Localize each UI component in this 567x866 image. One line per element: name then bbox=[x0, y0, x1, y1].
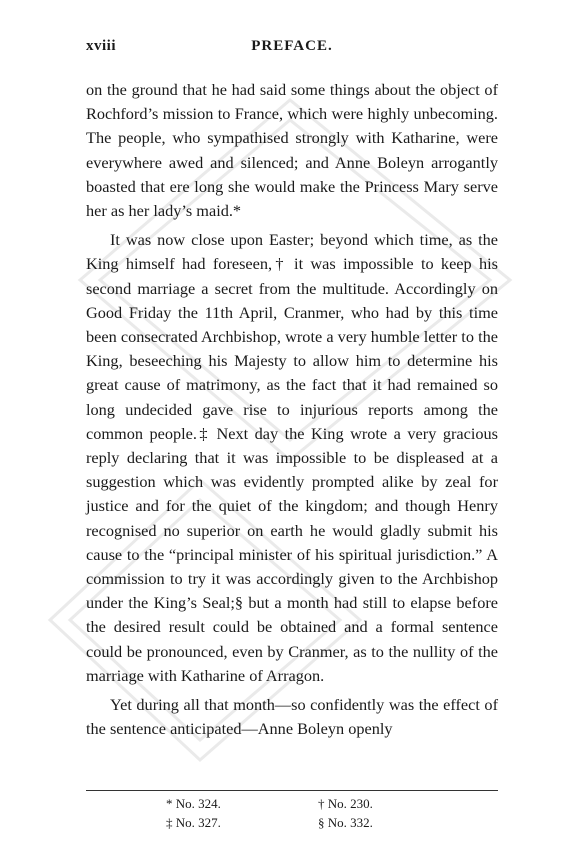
body-text bbox=[86, 78, 498, 741]
footnote-divider bbox=[86, 790, 498, 791]
footnote: † No. 230. bbox=[318, 796, 373, 811]
footnote: § No. 332. bbox=[318, 815, 373, 830]
footnote-row bbox=[86, 813, 498, 832]
footnotes bbox=[86, 794, 498, 832]
paragraph: Yet during all that month—so confidently was the effect of the sentence anticipated—Anne Boleyn openly bbox=[86, 695, 498, 739]
running-title: PREFACE. bbox=[251, 38, 333, 54]
paragraph: on the ground that he had said some things about the object of Rochford’s mission to France, which were highly unbecoming. The people, who sympathised strongly with Katharine, were everywhere awed and silenced; and Anne Boleyn arrogantly boasted that ere long she would make the Princess Mary serve her as her lady’s maid.* bbox=[86, 80, 498, 221]
page-number: xviii bbox=[86, 38, 117, 54]
paragraph: It was now close upon Easter; beyond which time, as the King himself had foreseen,† it was impossible to keep his second marriage a secret from the multitude. Accordingly on Good Friday the 11th April, Cranmer, who had by this time been consecrated Archbishop, wrote a very humble letter to the King, beseeching his Majesty to allow him to determine his great cause of matrimony, as the fact that it had remained so long undecided gave rise to injurious reports among the common people.‡ Next day the King wrote a very gracious reply declaring that it was impossible to be displeased at a suggestion which was evidently prompted alike by zeal for justice and for the quiet of the kingdom; and though Henry recognised no superior on earth he would gladly submit his cause to the “principal minister of his spiritual jurisdiction.” A commission to try it was accordingly given to the Archbishop under the King’s Seal;§ but a month had still to elapse before the desired result could be obtained and a formal sentence could be pronounced, even by Cranmer, as to the nullity of the marriage with Katharine of Arragon. bbox=[86, 230, 498, 685]
footnote-row bbox=[86, 794, 498, 813]
running-header bbox=[86, 38, 498, 58]
footnote: * No. 324. bbox=[166, 796, 221, 811]
footnote: ‡ No. 327. bbox=[166, 815, 221, 830]
